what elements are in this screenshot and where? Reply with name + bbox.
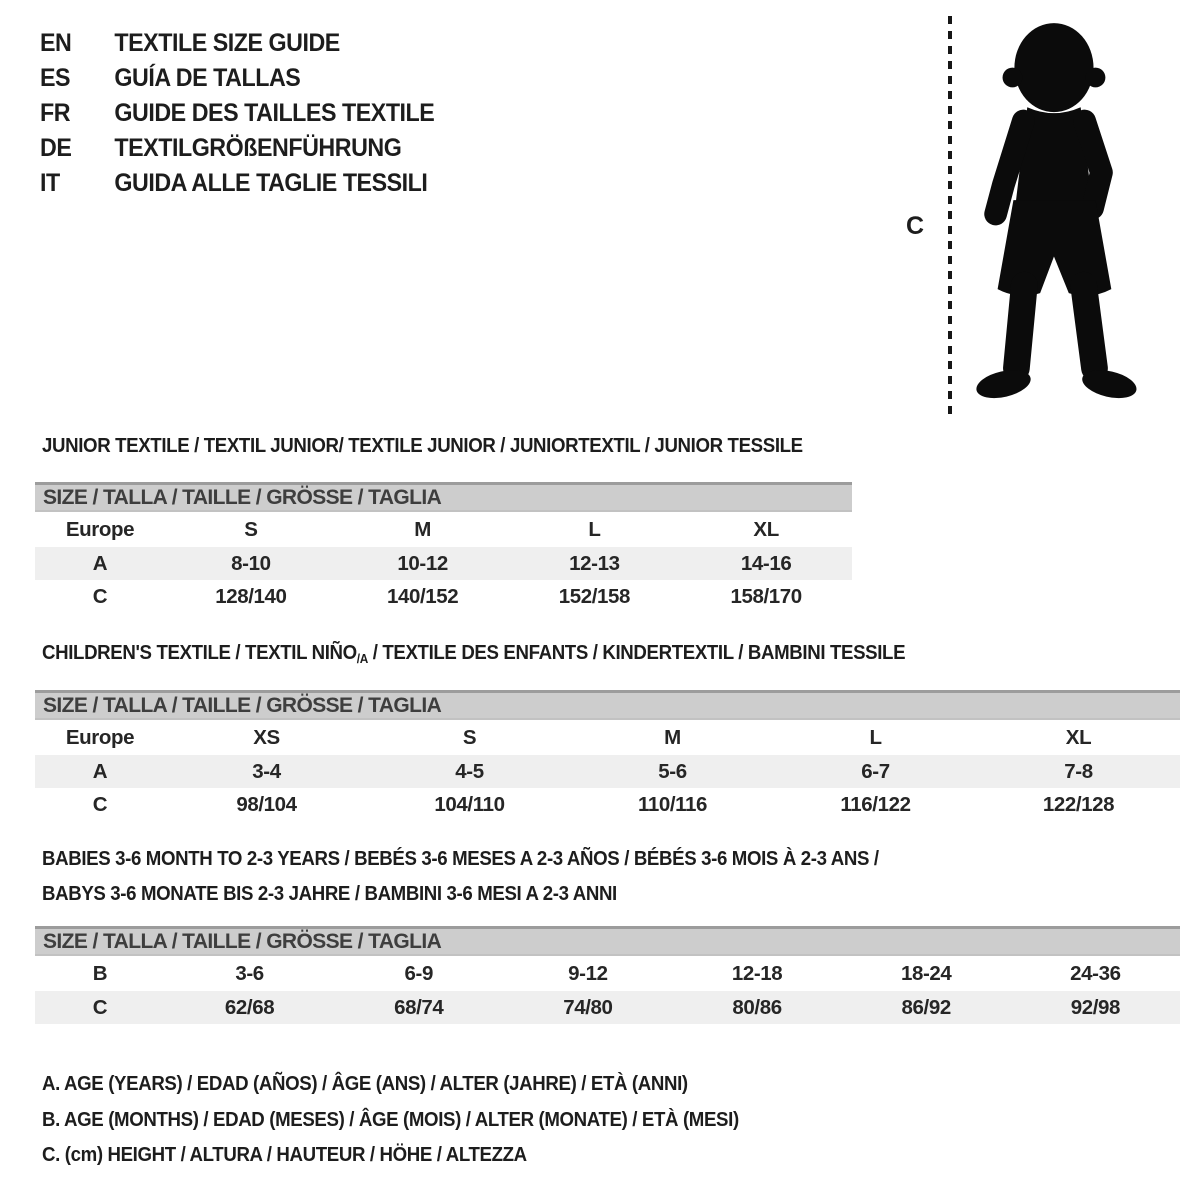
table-row (35, 955, 1180, 991)
size-cell: XL (1065, 725, 1092, 749)
guide-title: GUIDA ALLE TAGLIE TESSILI (114, 169, 428, 197)
row-label: A (35, 755, 165, 788)
language-code: DE (40, 134, 72, 162)
size-cell: 110/116 (637, 792, 708, 816)
table-row (35, 991, 1180, 1024)
measurement-legend (42, 1066, 808, 1173)
language-code: EN (40, 29, 72, 57)
size-header-bar: SIZE / TALLA / TAILLE / GRÖSSE / TAGLIA (35, 692, 1180, 720)
guide-title: GUIDE DES TAILLES TEXTILE (114, 99, 435, 127)
size-cell: 7-8 (977, 755, 1180, 788)
toddler-silhouette-image (962, 14, 1140, 414)
junior-section-title: JUNIOR TEXTILE / TEXTIL JUNIOR/ TEXTILE JUNIOR / JUNIORTEXTIL / JUNIOR TESSILE (42, 434, 803, 457)
size-cell: 62/68 (165, 991, 334, 1024)
legend-line-c: C. (cm) HEIGHT / ALTURA / HAUTEUR / HÖHE / ALTEZZA (42, 1143, 527, 1166)
guide-title: GUÍA DE TALLAS (114, 64, 301, 92)
babies-size-table (35, 926, 1180, 1024)
table-row (35, 580, 852, 613)
size-cell: 18-24 (900, 961, 952, 985)
row-label: Europe (65, 725, 135, 749)
language-code: ES (40, 64, 71, 92)
table-row (35, 511, 852, 547)
size-header-bar: SIZE / TALLA / TAILLE / GRÖSSE / TAGLIA (35, 484, 852, 512)
row-label: Europe (65, 517, 135, 541)
size-cell: 6-9 (404, 961, 433, 985)
row-label: C (92, 584, 108, 608)
size-cell: M (664, 725, 681, 749)
guide-title: TEXTILE SIZE GUIDE (114, 29, 340, 57)
size-cell: 68/74 (334, 991, 503, 1024)
size-cell: 3-6 (235, 961, 264, 985)
size-cell: 12-18 (731, 961, 783, 985)
height-dashed-line (948, 16, 952, 414)
size-cell: 8-10 (165, 547, 337, 580)
size-cell: XL (753, 517, 779, 541)
size-cell: 24-36 (1070, 961, 1121, 985)
size-cell: 14-16 (680, 547, 852, 580)
size-cell: 3-4 (165, 755, 368, 788)
size-cell: L (588, 517, 601, 541)
size-cell: 12-13 (509, 547, 681, 580)
row-label: B (92, 961, 108, 985)
legend-line-b: B. AGE (MONTHS) / EDAD (MESES) / ÂGE (MOIS) / ALTER (MONATE) / ETÀ (MESI) (42, 1107, 739, 1131)
table-row (35, 788, 1180, 821)
size-cell: M (414, 517, 431, 541)
table-row (35, 547, 852, 580)
row-label: A (35, 547, 165, 580)
language-row (40, 26, 434, 61)
language-code: FR (40, 99, 71, 127)
size-cell: 9-12 (568, 961, 608, 985)
children-size-table (35, 690, 1180, 821)
size-header-bar: SIZE / TALLA / TAILLE / GRÖSSE / TAGLIA (35, 928, 1180, 956)
language-row (40, 131, 434, 166)
size-cell: 98/104 (236, 792, 297, 816)
language-title-list (40, 26, 464, 201)
size-cell: XS (253, 725, 280, 749)
language-row (40, 61, 434, 96)
language-row (40, 96, 434, 131)
legend-line-a: A. AGE (YEARS) / EDAD (AÑOS) / ÂGE (ANS) / ALTER (JAHRE) / ETÀ (ANNI) (42, 1072, 688, 1095)
children-title-subscript: /A (356, 651, 368, 666)
language-row (40, 166, 434, 201)
size-cell: 158/170 (730, 584, 802, 608)
size-cell: 74/80 (503, 991, 672, 1024)
table-header-row (35, 928, 1180, 956)
size-cell: 6-7 (774, 755, 977, 788)
row-label: C (35, 991, 165, 1024)
children-title-post: / TEXTILE DES ENFANTS / KINDERTEXTIL / BAMBINI TESSILE (367, 641, 906, 664)
size-cell: 104/110 (434, 792, 505, 816)
children-title-pre: CHILDREN'S TEXTILE / TEXTIL NIÑO (42, 641, 357, 664)
size-cell: 86/92 (842, 991, 1011, 1024)
size-cell: 4-5 (368, 755, 571, 788)
table-header-row (35, 484, 852, 512)
size-cell: 80/86 (672, 991, 841, 1024)
junior-size-table (35, 482, 852, 613)
row-label: C (92, 792, 108, 816)
size-cell: 122/128 (1042, 792, 1115, 816)
babies-section-title-line2: BABYS 3-6 MONATE BIS 2-3 JAHRE / BAMBINI 3-6 MESI A 2-3 ANNI (42, 882, 617, 905)
language-code: IT (40, 169, 60, 197)
height-measure-label: C (906, 212, 925, 240)
size-cell: 92/98 (1011, 991, 1180, 1024)
table-row (35, 719, 1180, 755)
size-cell: S (244, 517, 258, 541)
size-cell: 128/140 (215, 584, 287, 608)
babies-section-title-line1: BABIES 3-6 MONTH TO 2-3 YEARS / BEBÉS 3-6 MESES A 2-3 AÑOS / BÉBÉS 3-6 MOIS À 2-3 ANS / (42, 847, 879, 870)
guide-title: TEXTILGRÖßENFÜHRUNG (114, 134, 402, 162)
children-section-title (42, 641, 905, 666)
size-cell: 10-12 (337, 547, 509, 580)
size-cell: 116/122 (840, 792, 911, 816)
table-row (35, 755, 1180, 788)
size-cell: 5-6 (571, 755, 774, 788)
size-cell: L (869, 725, 882, 749)
size-cell: S (462, 725, 477, 749)
size-cell: 140/152 (386, 584, 459, 608)
table-header-row (35, 692, 1180, 720)
size-cell: 152/158 (558, 584, 631, 608)
